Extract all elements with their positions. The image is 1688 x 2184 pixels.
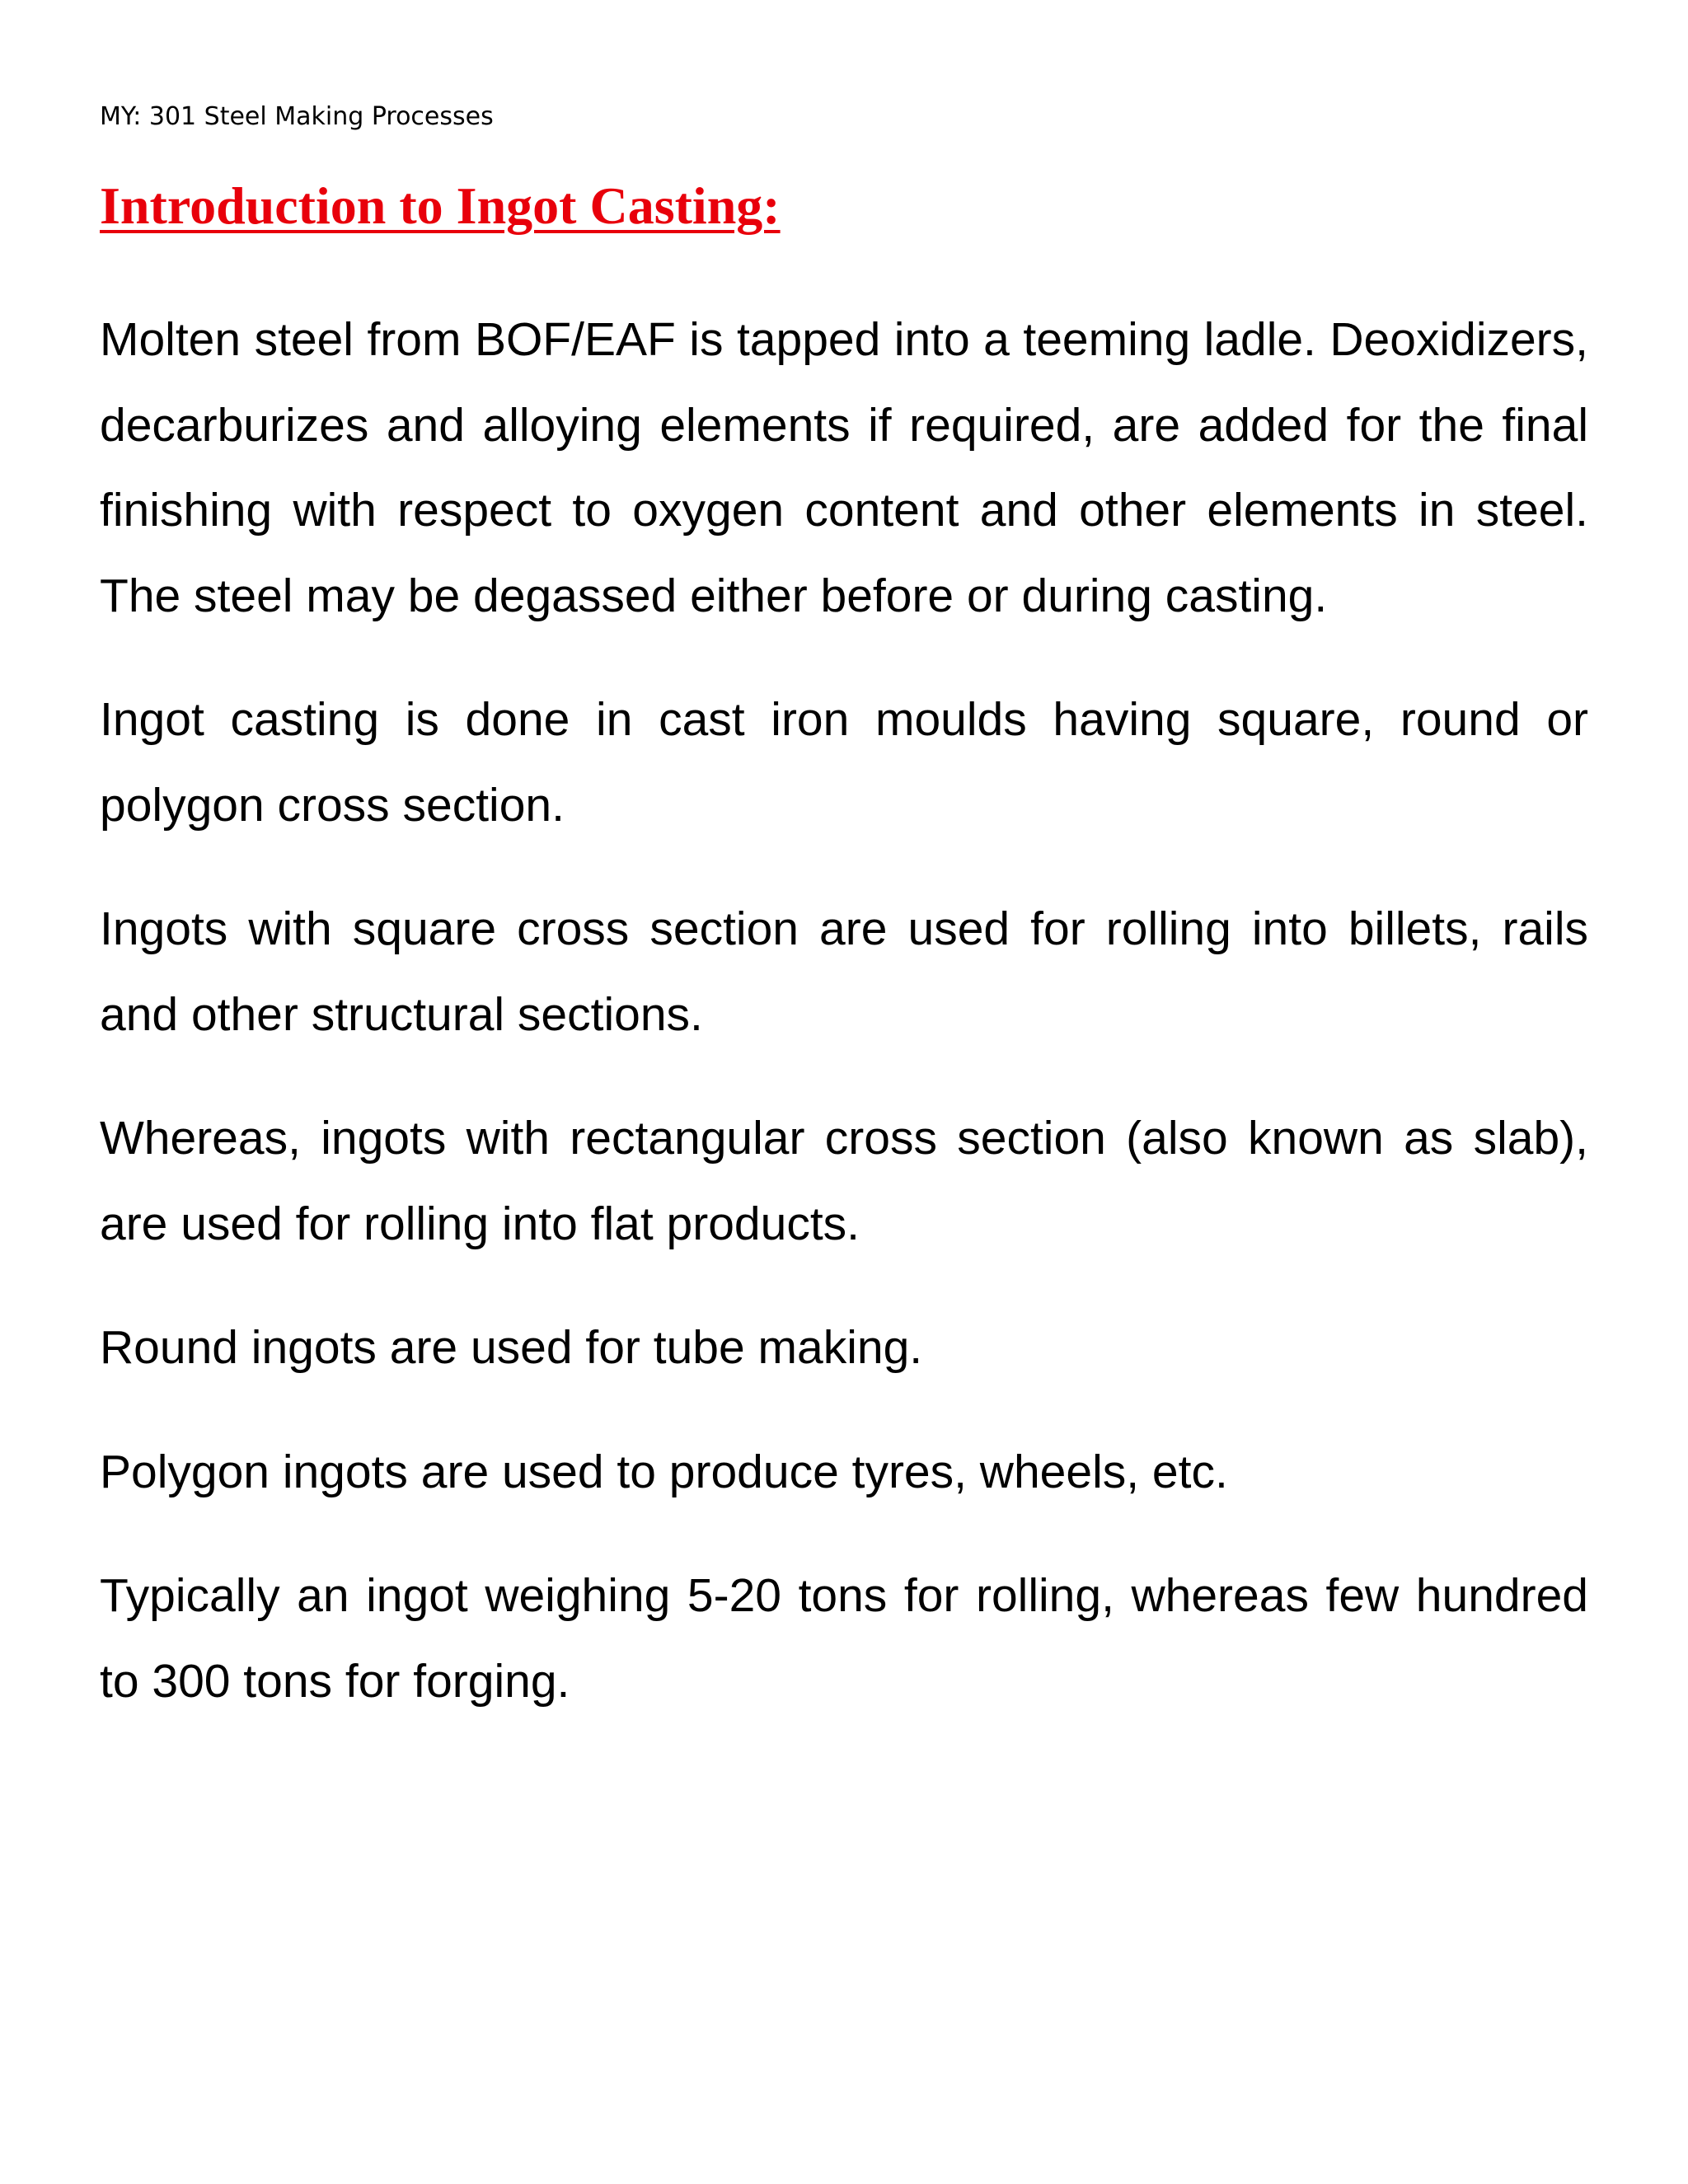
- paragraph-polygon-ingots: Polygon ingots are used to produce tyres, wheels, etc.: [100, 1445, 1228, 1498]
- paragraph-cast-iron-moulds: Ingot casting is done in cast iron moulds having square, round or polygon cross section.: [100, 693, 1588, 832]
- body-text: [100, 298, 1588, 1763]
- running-header: MY: 301 Steel Making Processes: [100, 102, 494, 131]
- paragraph-ingot-weights: Typically an ingot weighing 5-20 tons for rolling, whereas few hundred to 300 tons for forging.: [100, 1569, 1588, 1708]
- paragraph-rectangular-ingots: Whereas, ingots with rectangular cross section (also known as slab), are used for rolling into flat products.: [100, 1112, 1588, 1250]
- paragraph-round-ingots: Round ingots are used for tube making.: [100, 1321, 923, 1374]
- section-title: Introduction to Ingot Casting:: [100, 176, 781, 235]
- paragraph-teeming-ladle: Molten steel from BOF/EAF is tapped into a teeming ladle. Deoxidizers, decarburizes and alloying elements if required, are added for the final finishing with respect to oxygen content and other elements in steel. The steel may be degassed either before or during casting.: [100, 313, 1588, 622]
- paragraph-square-ingots: Ingots with square cross section are used for rolling into billets, rails and other structural sections.: [100, 902, 1588, 1041]
